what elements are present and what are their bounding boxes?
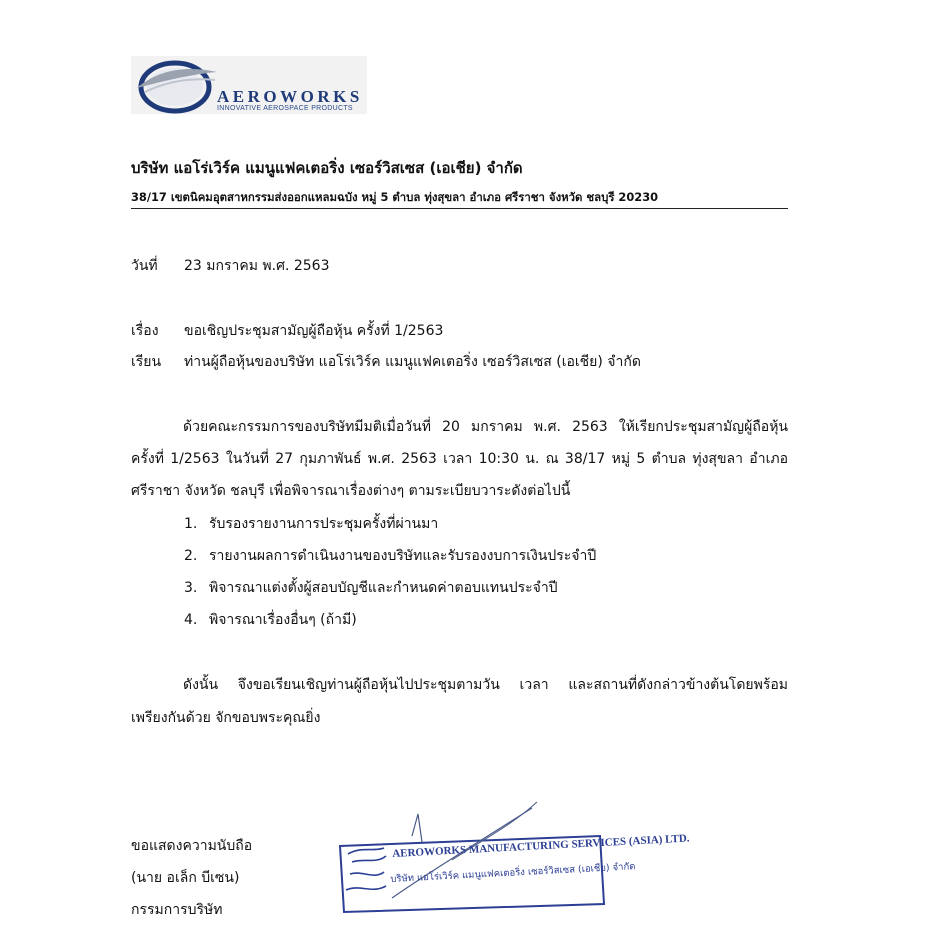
- recipient-label: เรียน: [131, 354, 162, 370]
- closing-text: ขอแสดงความนับถือ: [131, 838, 253, 854]
- aeroworks-swoosh-icon: [135, 58, 219, 114]
- stamp-frame: [332, 800, 610, 916]
- company-stamp: [332, 800, 690, 916]
- date-label: วันที่: [131, 258, 158, 274]
- subject-value: ขอเชิญประชุมสามัญผู้ถือหุ้น ครั้งที่ 1/2563: [184, 323, 444, 339]
- agenda-number: 2.: [184, 548, 198, 564]
- company-logo: [131, 56, 367, 114]
- company-name: บริษัท แอโร่เวิร์ค แมนูแฟคเตอริ่ง เซอร์วิสเซส (เอเชีย) จำกัด: [131, 159, 523, 177]
- paragraph1-line: ครั้งที่ 1/2563 ในวันที่ 27 กุมภาพันธ์ พ.ศ. 2563 เวลา 10:30 น. ณ 38/17 หมู่ 5 ตำบล ทุ่งสุขลา อำเภอ: [131, 451, 788, 467]
- agenda-number: 3.: [184, 580, 198, 596]
- stamp-thai-name: บริษัท แอโร่เวิร์ค แมนูแฟคเตอริ่ง เซอร์วิสเซส (เอเชีย) จำกัด: [390, 861, 636, 885]
- header-divider: [131, 208, 788, 209]
- signer-title: กรรมการบริษัท: [131, 902, 223, 918]
- signer-name: (นาย อเล็ก บีเซน): [131, 870, 240, 886]
- agenda-item: รายงานผลการดำเนินงานของบริษัทและรับรองงบการเงินประจำปี: [209, 548, 597, 564]
- date-value: 23 มกราคม พ.ศ. 2563: [184, 258, 330, 274]
- recipient-value: ท่านผู้ถือหุ้นของบริษัท แอโร่เวิร์ค แมนูแฟคเตอริ่ง เซอร์วิสเซส (เอเชีย) จำกัด: [184, 354, 641, 370]
- agenda-item: พิจารณาเรื่องอื่นๆ (ถ้ามี): [209, 612, 357, 628]
- paragraph2-line: ดังนั้น จึงขอเรียนเชิญท่านผู้ถือหุ้นไปประชุมตามวัน เวลา และสถานที่ดังกล่าวข้างต้นโดยพร้อม: [183, 677, 788, 693]
- paragraph2-line: เพรียงกันด้วย จักขอบพระคุณยิ่ง: [131, 710, 321, 726]
- agenda-item: รับรองรายงานการประชุมครั้งที่ผ่านมา: [209, 516, 439, 532]
- stamp-english-name: AEROWORKS MANUFACTURING SERVICES (ASIA) LTD.: [392, 832, 690, 860]
- logo-wordmark: AEROWORKS: [217, 87, 363, 106]
- paragraph1-line: ด้วยคณะกรรมการของบริษัทมีมติเมื่อวันที่ 20 มกราคม พ.ศ. 2563 ให้เรียกประชุมสามัญผู้ถือหุ้น: [183, 419, 788, 435]
- logo-tagline: INNOVATIVE AEROSPACE PRODUCTS: [217, 105, 353, 112]
- agenda-number: 1.: [184, 516, 198, 532]
- agenda-item: พิจารณาแต่งตั้งผู้สอบบัญชีและกำหนดค่าตอบแทนประจำปี: [209, 580, 558, 596]
- company-address: 38/17 เขตนิคมอุตสาหกรรมส่งออกแหลมฉบัง หมู่ 5 ตำบล ทุ่งสุขลา อำเภอ ศรีราชา จังหวัด ชลบุรี 20230: [131, 190, 659, 204]
- paragraph1-line: ศรีราชา จังหวัด ชลบุรี เพื่อพิจารณาเรื่องต่างๆ ตามระเบียบวาระดังต่อไปนี้: [131, 483, 571, 499]
- subject-label: เรื่อง: [131, 323, 159, 339]
- agenda-number: 4.: [184, 612, 198, 628]
